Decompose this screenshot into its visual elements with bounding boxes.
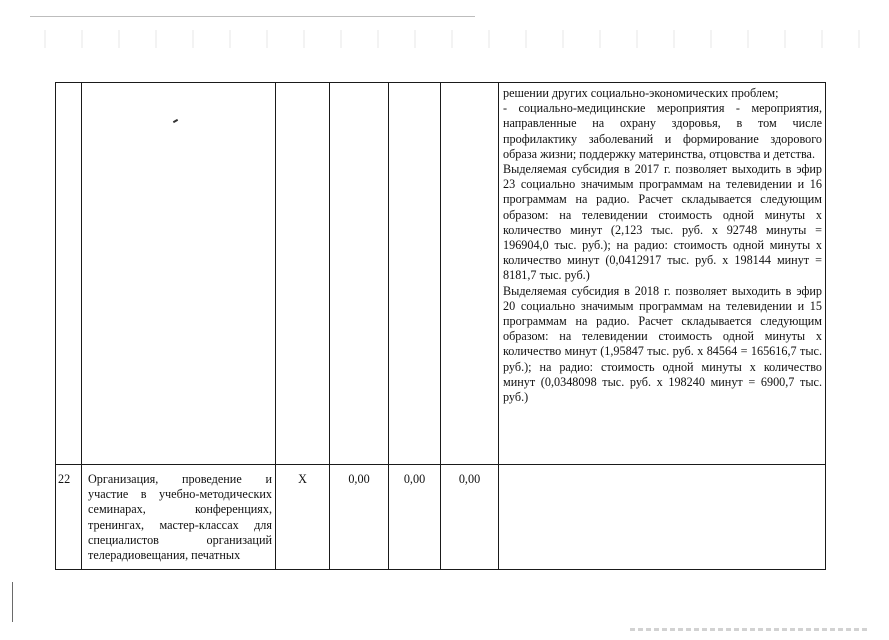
budget-table [55,82,826,570]
cell-number-empty [56,83,82,465]
table-row-22 [56,465,826,570]
cell-value-1-empty [330,83,389,465]
scan-top-line [30,16,475,17]
row-value-2: 0,00 [389,465,441,570]
description-paragraph-3: Выделяемая субсидия в 2017 г. позволяет выходить в эфир 23 социально значимым программам на телевидении и 16 программам на радио. Расчет складывается следующим образом: на телевидении стоимость одной минуты х количество минут (2,123 тыс. руб. х 92748 минуты = 196904,0 тыс. руб.); на радио: стоимость одной минуты х количество минут (0,0412917 тыс. руб. х 198144 минут = 8181,7 тыс. руб.) [503,162,822,283]
table-row-continuation [56,83,826,465]
description-paragraph-2: - социально-медицинские мероприятия - мероприятия, направленные на охрану здоровья, в том числе профилактику заболеваний и формирование здорового образа жизни; поддержку материнства, отцовства и детства. [503,101,822,161]
scan-bottom-noise [630,628,870,631]
cell-description [499,83,826,465]
row-number: 22 [56,465,82,570]
row-value-3: 0,00 [441,465,499,570]
row-value-1: 0,00 [330,465,389,570]
scan-left-edge [12,582,13,622]
row-description-empty [499,465,826,570]
scan-header-noise [30,30,860,48]
cell-value-2-empty [389,83,441,465]
description-paragraph-1: решении других социально-экономических проблем; [503,86,779,100]
row-name: Организация, проведение и участие в учебно-методических семинарах, конференциях, тренингах, мастер-классах для специалистов организаций телерадиовещания, печатных [82,465,276,570]
cell-value-3-empty [441,83,499,465]
cell-mark-empty [276,83,330,465]
row-mark: Х [276,465,330,570]
cell-name-empty [82,83,276,465]
description-paragraph-4: Выделяемая субсидия в 2018 г. позволяет выходить в эфир 20 социально значимым программам на телевидении и 15 программам на радио. Расчет складывается следующим образом: на телевидении стоимость одной минуты х количество минут (1,95847 тыс. руб. х 84564 = 165616,7 тыс. руб.); на радио: стоимость одной минуты х количество минут (0,0348098 тыс. руб. х 198240 минут = 6900,7 тыс. руб.) [503,283,822,405]
